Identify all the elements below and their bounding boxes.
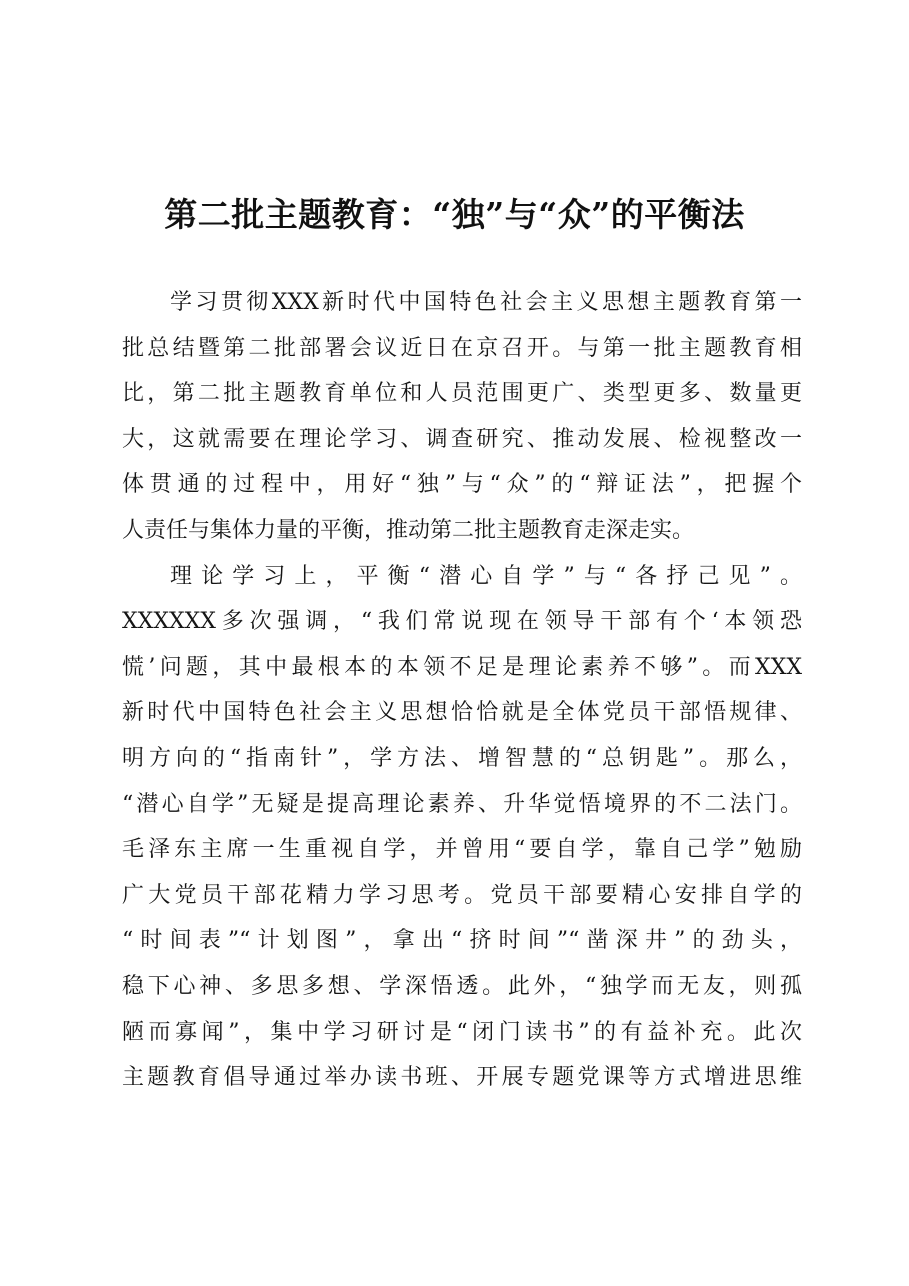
- paragraph-line: 体贯通的过程中，用好“独”与“众”的“辩证法”，把握个: [122, 472, 802, 498]
- paragraph-line: “潜心自学”无疑是提高理论素养、升华觉悟境界的不二法门。: [122, 791, 802, 817]
- paragraph-line: 明方向的“指南针”，学方法、增智慧的“总钥匙”。那么，: [122, 745, 802, 771]
- paragraph-line: 学习贯彻XXX新时代中国特色社会主义思想主题教育第一: [170, 290, 802, 315]
- paragraph-line: 毛泽东主席一生重视自学，并曾用“要自学，靠自己学”勉励: [122, 837, 802, 863]
- paragraph-line: 比，第二批主题教育单位和人员范围更广、类型更多、数量更: [122, 381, 802, 407]
- paragraph-line: 主题教育倡导通过举办读书班、开展专题党课等方式增进思维: [122, 1065, 802, 1091]
- paragraph-line: XXXXXX多次强调，“我们常说现在领导干部有个‘本领恐: [122, 609, 802, 635]
- document-body: [122, 280, 802, 1101]
- paragraph-line: 陋而寡闻”，集中学习研讨是“闭门读书”的有益补充。此次: [122, 1019, 802, 1045]
- paragraph-line: 广大党员干部花精力学习思考。党员干部要精心安排自学的: [122, 882, 802, 908]
- paragraph-line: 新时代中国特色社会主义思想恰恰就是全体党员干部悟规律、: [122, 700, 802, 726]
- paragraph-line: 稳下心神、多思多想、学深悟透。此外，“独学而无友，则孤: [122, 973, 802, 999]
- paragraph-line: 慌’问题，其中最根本的本领不足是理论素养不够”。而XXX: [122, 654, 802, 680]
- document-title: 第二批主题教育：“独”与“众”的平衡法: [164, 195, 745, 234]
- paragraph-line: “时间表”“计划图”，拿出“挤时间”“凿深井”的劲头，: [122, 928, 802, 954]
- paragraph-line: 人责任与集体力量的平衡，推动第二批主题教育走深走实。: [122, 517, 695, 543]
- paragraph-line: 批总结暨第二批部署会议近日在京召开。与第一批主题教育相: [122, 335, 802, 361]
- paragraph-line: 理论学习上，平衡“潜心自学”与“各抒己见”。: [170, 563, 802, 589]
- paragraph-line: 大，这就需要在理论学习、调查研究、推动发展、检视整改一: [122, 426, 802, 452]
